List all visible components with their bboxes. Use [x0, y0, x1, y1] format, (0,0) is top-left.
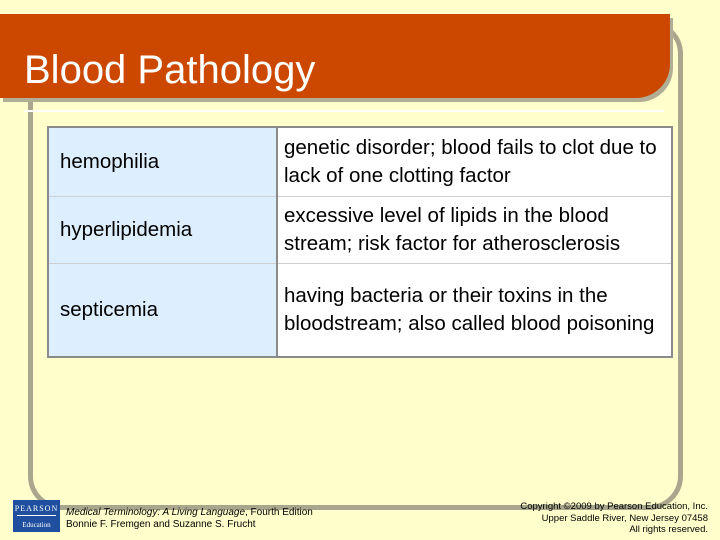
table-row: [48, 264, 672, 358]
title-bar: [0, 14, 670, 98]
slide-title: Blood Pathology: [24, 48, 316, 92]
footer-copyright: [520, 501, 708, 536]
terms-table: [47, 126, 673, 358]
citation-authors: Bonnie F. Fremgen and Suzanne S. Frucht: [66, 519, 256, 530]
footer-citation: [66, 507, 313, 531]
definition-cell: excessive level of lipids in the blood stream; risk factor for atherosclerosis: [277, 197, 672, 264]
copyright-line: Copyright ©2009 by Pearson Education, Inc.: [520, 501, 708, 512]
copyright-rights: All rights reserved.: [629, 524, 708, 535]
pearson-education-logo: [13, 500, 60, 532]
term-cell: septicemia: [48, 264, 277, 358]
term-cell: hyperlipidemia: [48, 197, 277, 264]
definition-cell: genetic disorder; blood fails to clot due to lack of one clotting factor: [277, 127, 672, 197]
book-title: Medical Terminology: A Living Language: [66, 507, 245, 518]
logo-line-1: PEARSON: [14, 504, 59, 513]
logo-rule: [17, 515, 56, 516]
definition-cell: having bacteria or their toxins in the bloodstream; also called blood poisoning: [277, 264, 672, 358]
book-edition: , Fourth Edition: [245, 507, 313, 518]
logo-line-2: Education: [22, 521, 51, 529]
title-underline: [24, 110, 664, 112]
copyright-address: Upper Saddle River, New Jersey 07458: [541, 512, 708, 524]
table-row: [48, 127, 672, 197]
term-cell: hemophilia: [48, 127, 277, 197]
table-row: [48, 197, 672, 264]
citation-book-line: [66, 507, 313, 519]
